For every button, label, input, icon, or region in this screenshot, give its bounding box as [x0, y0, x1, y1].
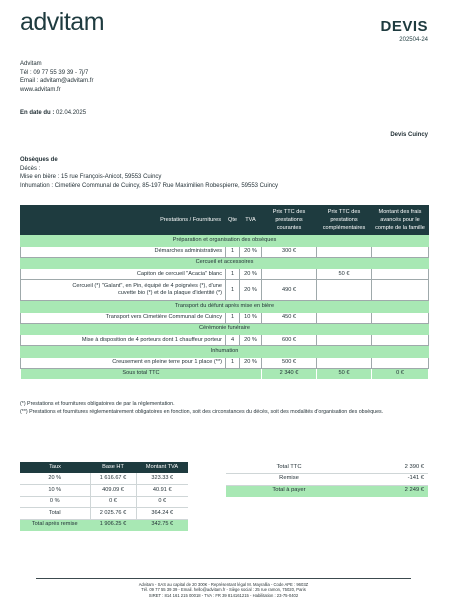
tva-table — [20, 462, 188, 531]
row-prix-courantes: 490 € — [262, 280, 317, 301]
tva-base: 409.09 € — [90, 485, 136, 497]
row-description-line2: cuvette bio (*) et de la plaque d'identité (*) — [118, 290, 222, 297]
row-prix-complementaires — [317, 312, 372, 323]
total-ttc-label: Total TTC — [226, 462, 352, 474]
table-row — [21, 280, 429, 301]
header-prix-complementaires: Prix TTC des prestations complémentaires — [317, 206, 372, 235]
tva-taux: Total — [20, 508, 90, 520]
tva-row — [20, 473, 188, 485]
tva-montant: 342.75 € — [136, 519, 188, 531]
row-qte: 1 — [226, 280, 240, 301]
tva-taux: 20 % — [20, 473, 90, 485]
date-label: En date du : — [20, 110, 55, 116]
tva-base: 0 € — [90, 496, 136, 508]
row-prix-complementaires — [317, 335, 372, 346]
inhumation-line: Inhumation : Cimetière Communal de Cuincy, 85-197 Rue Maximilien Robespierre, 59553 Cuincy — [20, 182, 279, 189]
row-description: Capiton de cercueil "Acacia" blanc — [21, 269, 226, 280]
row-montant-frais — [372, 335, 429, 346]
mise-en-biere-line: Mise en bière : 15 rue François-Anicot, 59553 Cuincy — [20, 174, 162, 180]
row-tva: 20 % — [240, 280, 262, 301]
row-prix-courantes: 300 € — [262, 246, 317, 257]
tva-row — [20, 485, 188, 497]
tva-header-base: Base HT — [90, 462, 136, 473]
table-row — [21, 335, 429, 346]
header-qte: Qte — [226, 206, 240, 235]
header-montant-frais: Montant des frais avancés pour le compte de la famille — [372, 206, 429, 235]
company-phone: Tél : 09 77 55 39 39 - 7j/7 — [20, 69, 89, 76]
tva-header-row — [20, 462, 188, 473]
prestations-table — [20, 205, 429, 380]
table-header-row — [21, 206, 429, 235]
row-qte: 1 — [226, 269, 240, 280]
subtotal-row — [21, 368, 429, 379]
remise-row — [226, 474, 428, 486]
group-row — [21, 301, 429, 312]
note-conditional: (**) Prestations et fournitures réglementairement obligatoires en fonction, soit des circonstances du décès, soit des modalités d'organisation des obsèques. — [20, 408, 384, 415]
group-row — [21, 323, 429, 334]
row-description: Creusement en pleine terre pour 1 place (**) — [21, 357, 226, 368]
row-description-line1: Cercueil (*) "Galant", en Pin, équipé de 4 poignées (*), d'une — [72, 283, 222, 290]
footer-divider — [36, 578, 411, 579]
tva-montant: 323.33 € — [136, 473, 188, 485]
table-row — [21, 246, 429, 257]
tva-total-after-discount-row — [20, 519, 188, 531]
row-prix-courantes — [262, 269, 317, 280]
subtotal-courantes: 2 340 € — [262, 368, 317, 379]
row-prix-courantes: 600 € — [262, 335, 317, 346]
remise-label: Remise — [226, 474, 352, 486]
row-tva: 10 % — [240, 312, 262, 323]
row-montant-frais — [372, 312, 429, 323]
row-montant-frais — [372, 357, 429, 368]
client-name: Devis Cuincy — [390, 132, 428, 138]
header-prestations: Prestations / Fournitures — [21, 206, 226, 235]
document-title: DEVIS — [380, 18, 428, 35]
row-tva: 20 % — [240, 357, 262, 368]
tva-header-montant: Montant TVA — [136, 462, 188, 473]
footer-legal-line: Advitam - SAS au capital de 20 300€ - Représentant légal M. Mayrallia - Code APE : 9603Z — [138, 582, 309, 587]
total-ttc-value: 2 390 € — [352, 462, 428, 474]
tva-base: 1 616.67 € — [90, 473, 136, 485]
group-label: Cérémonie funéraire — [21, 323, 429, 334]
tva-montant: 0 € — [136, 496, 188, 508]
row-prix-courantes: 450 € — [262, 312, 317, 323]
table-row — [21, 357, 429, 368]
row-tva: 20 % — [240, 335, 262, 346]
tva-montant: 364.24 € — [136, 508, 188, 520]
total-payer-label: Total à payer — [226, 485, 352, 497]
tva-row — [20, 496, 188, 508]
row-prix-complementaires: 50 € — [317, 269, 372, 280]
group-label: Transport du défunt après mise en bière — [21, 301, 429, 312]
group-label: Cercueil et accessoires — [21, 257, 429, 268]
tva-montant: 40.91 € — [136, 485, 188, 497]
subtotal-label: Sous total TTC — [21, 368, 262, 379]
tva-base: 1 906.25 € — [90, 519, 136, 531]
group-label: Préparation et organisation des obsèques — [21, 235, 429, 246]
row-description: Démarches administratives — [21, 246, 226, 257]
row-montant-frais — [372, 280, 429, 301]
company-email[interactable]: Email : advitam@advitam.fr — [20, 78, 94, 84]
tva-header-taux: Taux — [20, 462, 90, 473]
header-tva: TVA — [240, 206, 262, 235]
row-prix-courantes: 500 € — [262, 357, 317, 368]
group-label: Inhumation — [21, 346, 429, 357]
tva-total-row — [20, 508, 188, 520]
total-payer-row — [226, 485, 428, 497]
subtotal-frais: 0 € — [372, 368, 429, 379]
header-prix-courantes: Prix TTC des prestations courantes — [262, 206, 317, 235]
company-name: Advitam — [20, 61, 42, 67]
tva-taux: 10 % — [20, 485, 90, 497]
row-description: Transport vers Cimetière Communal de Cuincy — [21, 312, 226, 323]
tva-taux: 0 % — [20, 496, 90, 508]
row-montant-frais — [372, 269, 429, 280]
group-row — [21, 235, 429, 246]
company-website[interactable]: www.advitam.fr — [20, 86, 61, 93]
row-qte: 1 — [226, 312, 240, 323]
row-prix-complementaires — [317, 357, 372, 368]
total-payer-value: 2 249 € — [352, 485, 428, 497]
obseques-title: Obsèques de — [20, 157, 58, 163]
table-row — [21, 269, 429, 280]
row-qte: 1 — [226, 246, 240, 257]
group-row — [21, 346, 429, 357]
logo-wordmark — [20, 9, 124, 37]
row-montant-frais — [372, 246, 429, 257]
deces-line: Décès : — [20, 165, 41, 172]
row-description: Mise à disposition de 4 porteurs dont 1 chauffeur porteur — [21, 335, 226, 346]
subtotal-complementaires: 50 € — [317, 368, 372, 379]
row-tva: 20 % — [240, 269, 262, 280]
note-mandatory: (*) Prestations et fournitures obligatoires de par la réglementation. — [20, 401, 175, 407]
row-qte: 1 — [226, 357, 240, 368]
tva-taux: Total après remise — [20, 519, 90, 531]
company-info — [20, 60, 93, 94]
legal-notes — [20, 401, 428, 416]
footer-registration-line: SIRET : 814 161 215 00018 - TVA : FR 39 814161215 - Habilitation : 23-75-0402 — [148, 592, 299, 598]
group-row — [21, 257, 429, 268]
total-ttc-row — [226, 462, 428, 474]
table-row — [21, 312, 429, 323]
row-prix-complementaires — [317, 280, 372, 301]
advitam-logo — [20, 9, 124, 37]
document-number: 202504-24 — [399, 37, 428, 43]
row-qte: 4 — [226, 335, 240, 346]
document-date — [20, 110, 86, 118]
footer-contact-line: Tél. 09 77 55 39 39 - Email. hello@advitam.fr - Siège social : 25 rue ramon, 75020, Paris — [141, 587, 306, 593]
date-value: 02.04.2025 — [56, 110, 87, 116]
footer — [36, 582, 411, 598]
svg-text:advitam: advitam — [20, 9, 105, 36]
tva-base: 2 025.76 € — [90, 508, 136, 520]
obseques-section — [20, 156, 278, 190]
totals-table — [226, 462, 428, 497]
row-prix-complementaires — [317, 246, 372, 257]
remise-value: -141 € — [352, 474, 428, 486]
row-description — [21, 280, 226, 301]
row-tva: 20 % — [240, 246, 262, 257]
